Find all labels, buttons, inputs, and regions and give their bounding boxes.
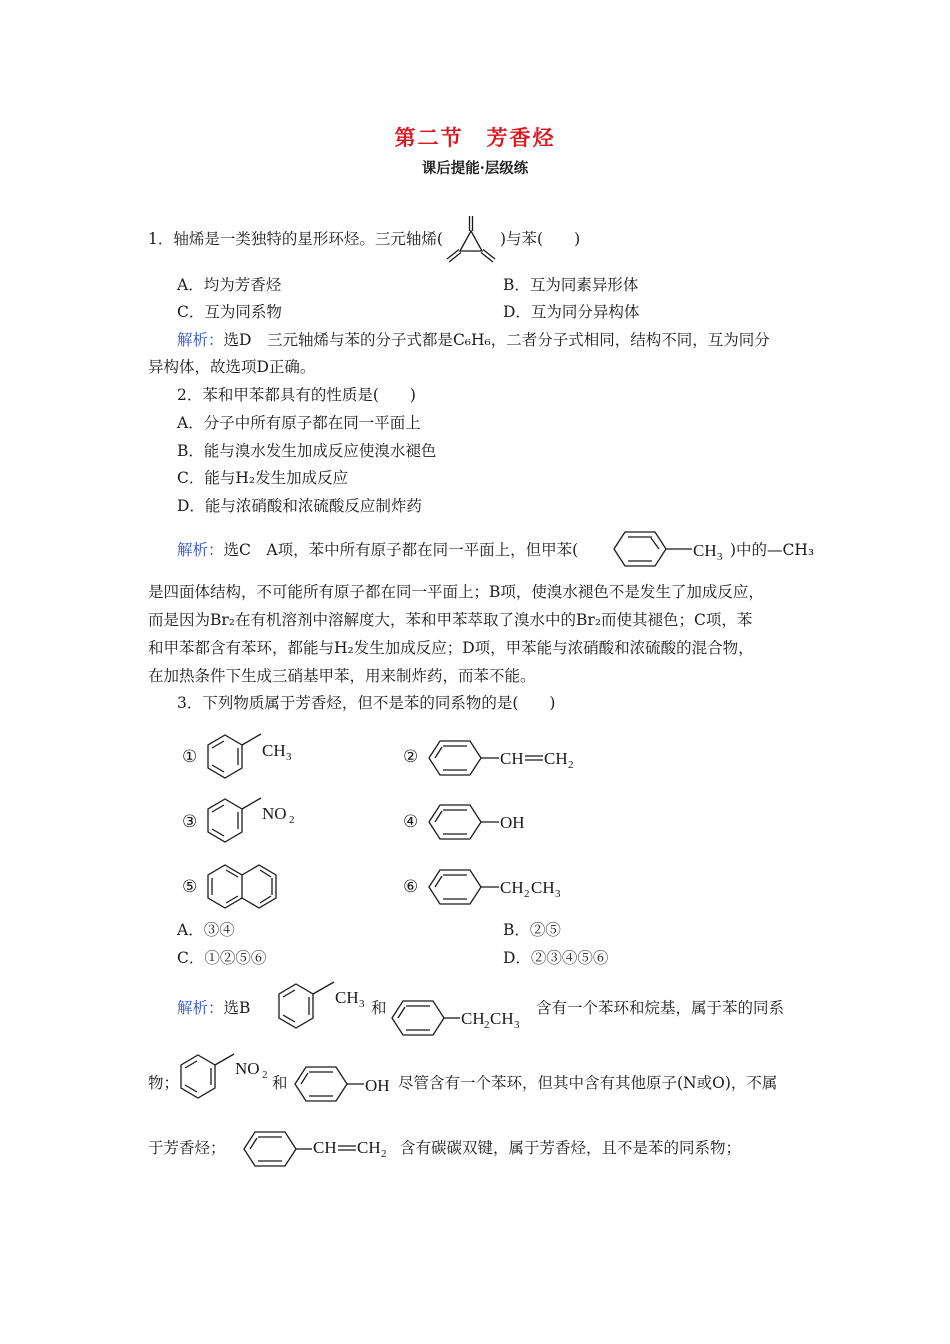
svg-text:NO: NO: [262, 804, 287, 823]
svg-text:3: 3: [717, 551, 723, 563]
explanation-label: 解析：: [177, 331, 224, 349]
q2-explanation-line4: 和甲苯都含有苯环，都能与H₂发生加成反应；D项，甲苯能与浓硝酸和浓硫酸的混合物，: [148, 639, 754, 657]
q1-option-a: A．均为芳香烃: [177, 276, 282, 294]
ethylbenzene-structure-explanation: [390, 997, 536, 1039]
svg-text:2: 2: [484, 1019, 490, 1031]
svg-text:CH: CH: [262, 741, 286, 760]
svg-text:CH: CH: [500, 878, 524, 897]
q3-option-d: D．②③④⑤⑥: [503, 949, 609, 967]
svg-text:OH: OH: [365, 1076, 390, 1095]
svg-text:CH: CH: [313, 1138, 337, 1157]
svg-text:CH: CH: [357, 1138, 381, 1157]
styrene-structure: [427, 737, 587, 779]
q3-option-c: C．①②⑤⑥: [177, 949, 267, 967]
q2-option-b: B．能与溴水发生加成反应使溴水褪色: [177, 442, 437, 460]
q2-explanation-line1a: 解析：选C A项，苯中所有原子都在同一平面上，但甲苯(: [177, 541, 579, 559]
q1-explanation-line1: 解析：选D 三元轴烯与苯的分子式都是C₆H₆，二者分子式相同，结构不同，互为同分: [177, 331, 770, 349]
q2-option-d: D．能与浓硝酸和浓硫酸反应制炸药: [177, 497, 422, 515]
explanation-label: 解析：: [177, 541, 224, 559]
ethylbenzene-structure: [427, 866, 587, 908]
q2-option-a: A．分子中所有原子都在同一平面上: [177, 414, 421, 432]
q3-explanation-text-2: 物；: [148, 1074, 180, 1092]
q3-item-2-number: ②: [403, 747, 419, 767]
q3-item-3-number: ③: [182, 812, 198, 832]
svg-text:CH: CH: [544, 749, 568, 768]
q3-option-b: B．②⑤: [503, 921, 561, 939]
q3-explanation-and-1: 和: [371, 999, 387, 1017]
q1-option-b: B．互为同素异形体: [503, 276, 639, 294]
svg-text:2: 2: [262, 1069, 268, 1081]
svg-text:2: 2: [524, 888, 530, 900]
q3-item-1-number: ①: [182, 747, 198, 767]
q1-stem-part2: )与苯( ): [500, 230, 581, 248]
q1-option-c: C．互为同系物: [177, 303, 282, 321]
q3-stem: 3．下列物质属于芳香烃，但不是苯的同系物的是( ): [177, 694, 556, 712]
q1-option-d: D．互为同分异构体: [503, 303, 640, 321]
nitrobenzene-structure: [205, 792, 305, 852]
page-title: 第二节 芳香烃: [394, 125, 556, 150]
q2-explanation-line3: 而是因为Br₂在有机溶剂中溶解度大，苯和甲苯萃取了溴水中的Br₂而使其褪色；C项，苯: [148, 611, 753, 629]
svg-text:CH: CH: [461, 1009, 485, 1028]
q3-item-4-number: ④: [403, 812, 419, 832]
q3-explanation-and-2: 和: [272, 1074, 288, 1092]
svg-text:CH: CH: [693, 541, 717, 560]
svg-text:NO: NO: [235, 1059, 260, 1078]
q3-item-6-number: ⑥: [403, 877, 419, 897]
q2-explanation-line1b: )中的—CH₃: [730, 541, 815, 559]
phenol-structure-explanation: [293, 1063, 397, 1105]
q3-explanation-line1: 解析：选B: [177, 999, 251, 1017]
svg-text:CH: CH: [490, 1009, 514, 1028]
svg-text:3: 3: [514, 1019, 520, 1031]
q3-option-a: A．③④: [177, 921, 235, 939]
q3-explanation-text-4: 于芳香烃；: [148, 1139, 226, 1157]
q3-explanation-text-5: 含有碳碳双键，属于芳香烃，且不是苯的同系物；: [400, 1139, 742, 1157]
svg-text:3: 3: [555, 888, 561, 900]
svg-text:2: 2: [289, 814, 295, 826]
svg-text:2: 2: [568, 759, 574, 771]
q3-explanation-text-1: 含有一个苯环和烷基，属于苯的同系: [536, 999, 785, 1017]
toluene-structure: [205, 728, 295, 788]
toluene-structure-explanation: [276, 978, 372, 1038]
toluene-horizontal-structure: [612, 528, 730, 570]
q3-item-5-number: ⑤: [182, 877, 198, 897]
svg-text:3: 3: [286, 751, 292, 763]
page-subtitle: 课后提能·层级练: [421, 160, 529, 177]
svg-text:OH: OH: [500, 813, 525, 832]
q1-explanation-line2: 异构体，故选项D正确。: [148, 358, 316, 376]
explanation-label: 解析：: [177, 999, 224, 1017]
phenol-structure: [427, 801, 537, 843]
svg-text:CH: CH: [500, 749, 524, 768]
q2-stem: 2．苯和甲苯都具有的性质是( ): [177, 386, 416, 404]
nitrobenzene-structure-explanation: [178, 1048, 274, 1108]
svg-text:2: 2: [381, 1148, 387, 1160]
svg-text:3: 3: [359, 998, 365, 1010]
q2-explanation-line2: 是四面体结构，不可能所有原子都在同一平面上；B项，使溴水褪色不是发生了加成反应，: [148, 583, 764, 601]
q2-explanation-line5: 在加热条件下生成三硝基甲苯，用来制炸药，而苯不能。: [148, 667, 536, 685]
q1-stem-part1: 1．轴烯是一类独特的星形环烃。三元轴烯(: [148, 230, 443, 248]
q3-explanation-text-3: 尽管含有一个苯环，但其中含有其他原子(N或O)，不属: [398, 1074, 778, 1092]
svg-text:CH: CH: [335, 988, 359, 1007]
styrene-structure-explanation: [242, 1128, 398, 1170]
naphthalene-structure: [205, 858, 285, 918]
q2-option-c: C．能与H₂发生加成反应: [177, 469, 349, 487]
triene-structure: [446, 213, 496, 265]
svg-text:CH: CH: [531, 878, 555, 897]
